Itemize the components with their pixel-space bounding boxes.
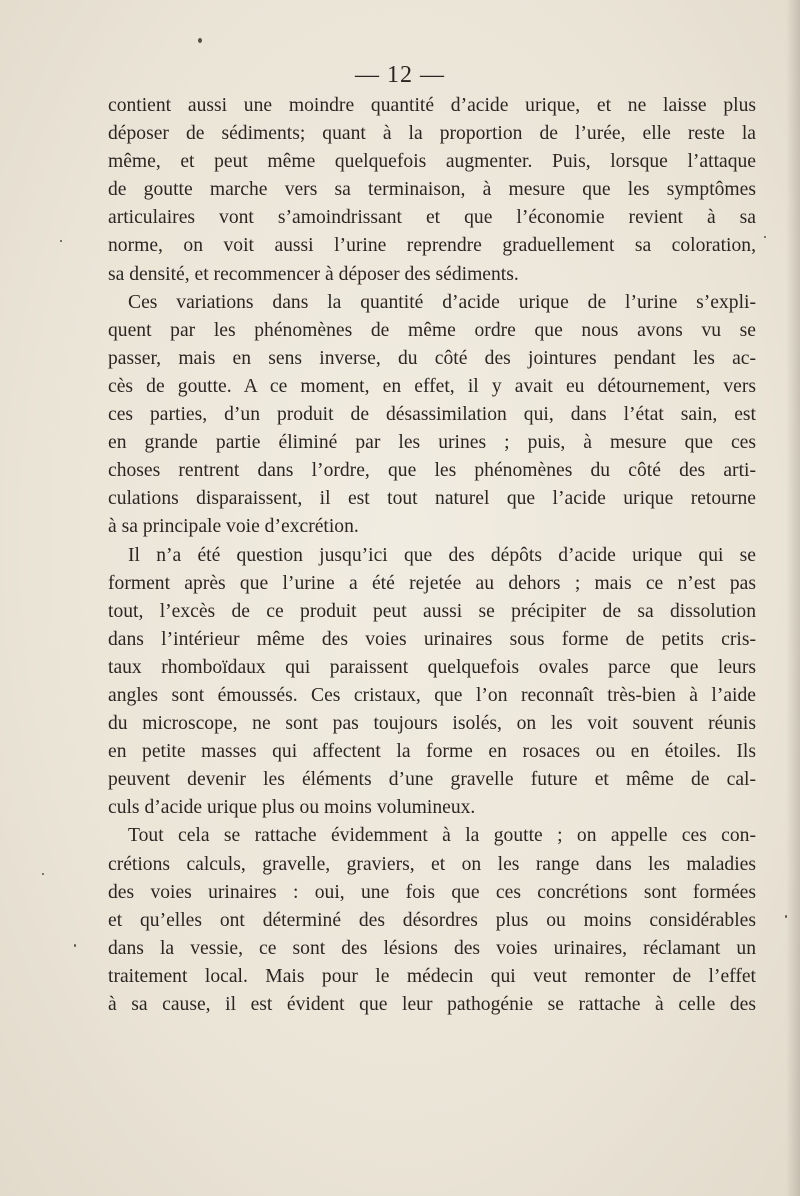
paragraph [108,542,756,823]
body-text [108,92,756,1019]
text-line: crétions calculs, gravelle, graviers, et on les range dans les maladies [108,853,756,875]
text-line: en grande partie éliminé par les urines ; puis, à mesure que ces [108,432,756,454]
text-line: ces parties, d’un produit de désassimilation qui, dans l’état sain, est [108,404,756,426]
ink-speck [42,873,44,875]
text-line: tout, l’excès de ce produit peut aussi se précipiter de sa dissolution [108,600,756,622]
text-line: peuvent devenir les éléments d’une gravelle future et même de cal- [108,769,756,791]
text-line: Ces variations dans la quantité d’acide urique de l’urine s’expli- [128,291,756,313]
paragraph [108,289,756,542]
text-line: du microscope, ne sont pas toujours isolés, on les voit souvent réunis [108,713,756,735]
ink-speck [74,944,76,947]
page-number: — 12 — [355,62,445,88]
ink-speck [60,240,62,242]
text-line: contient aussi une moindre quantité d’acide urique, et ne laisse plus [108,95,756,116]
text-line: à sa principale voie d’excrétion. [108,516,359,538]
ink-speck [198,38,202,43]
text-line: culations disparaissent, il est tout naturel que l’acide urique retourne [108,488,756,510]
text-line: articulaires vont s’amoindrissant et que l’économie revient à sa [108,207,756,229]
text-line: dans la vessie, ce sont des lésions des voies urinaires, réclamant un [108,937,756,959]
ink-speck [785,915,787,918]
text-line: en petite masses qui affectent la forme en rosaces ou en étoiles. Ils [108,741,756,763]
text-line: Tout cela se rattache évidemment à la goutte ; on appelle ces con- [128,825,756,847]
text-line: Il n’a été question jusqu’ici que des dépôts d’acide urique qui se [128,544,756,566]
text-line: norme, on voit aussi l’urine reprendre graduellement sa coloration, [108,235,756,257]
text-line: et qu’elles ont déterminé des désordres plus ou moins considérables [108,909,756,931]
page-edge-shadow [786,0,800,1196]
text-line: taux rhomboïdaux qui paraissent quelquefois ovales parce que leurs [108,656,756,678]
ink-speck [764,236,766,238]
text-line: angles sont émoussés. Ces cristaux, que l’on reconnaît très-bien à l’aide [108,684,756,706]
text-line: dans l’intérieur même des voies urinaires sous forme de petits cris- [108,628,756,650]
text-line: cès de goutte. A ce moment, en effet, il y avait eu détournement, vers [108,375,756,397]
paragraph [108,822,756,1019]
text-line: des voies urinaires : oui, une fois que ces concrétions sont formées [108,881,756,903]
text-line: culs d’acide urique plus ou moins volumineux. [108,797,476,819]
text-line: sa densité, et recommencer à déposer des sédiments. [108,263,519,285]
text-line: à sa cause, il est évident que leur pathogénie se rattache à celle des [108,994,756,1015]
text-line: même, et peut même quelquefois augmenter. Puis, lorsque l’attaque [108,151,756,173]
text-line: déposer de sédiments; quant à la proportion de l’urée, elle reste la [108,123,756,145]
text-line: passer, mais en sens inverse, du côté des jointures pendant les ac- [108,347,756,369]
text-line: forment après que l’urine a été rejetée au dehors ; mais ce n’est pas [108,572,756,594]
text-line: choses rentrent dans l’ordre, que les phénomènes du côté des arti- [108,460,756,482]
text-line: quent par les phénomènes de même ordre que nous avons vu se [108,319,756,341]
text-line: traitement local. Mais pour le médecin qui veut remonter de l’effet [108,965,756,987]
paragraph [108,92,756,289]
text-line: de goutte marche vers sa terminaison, à mesure que les symptômes [108,179,756,201]
